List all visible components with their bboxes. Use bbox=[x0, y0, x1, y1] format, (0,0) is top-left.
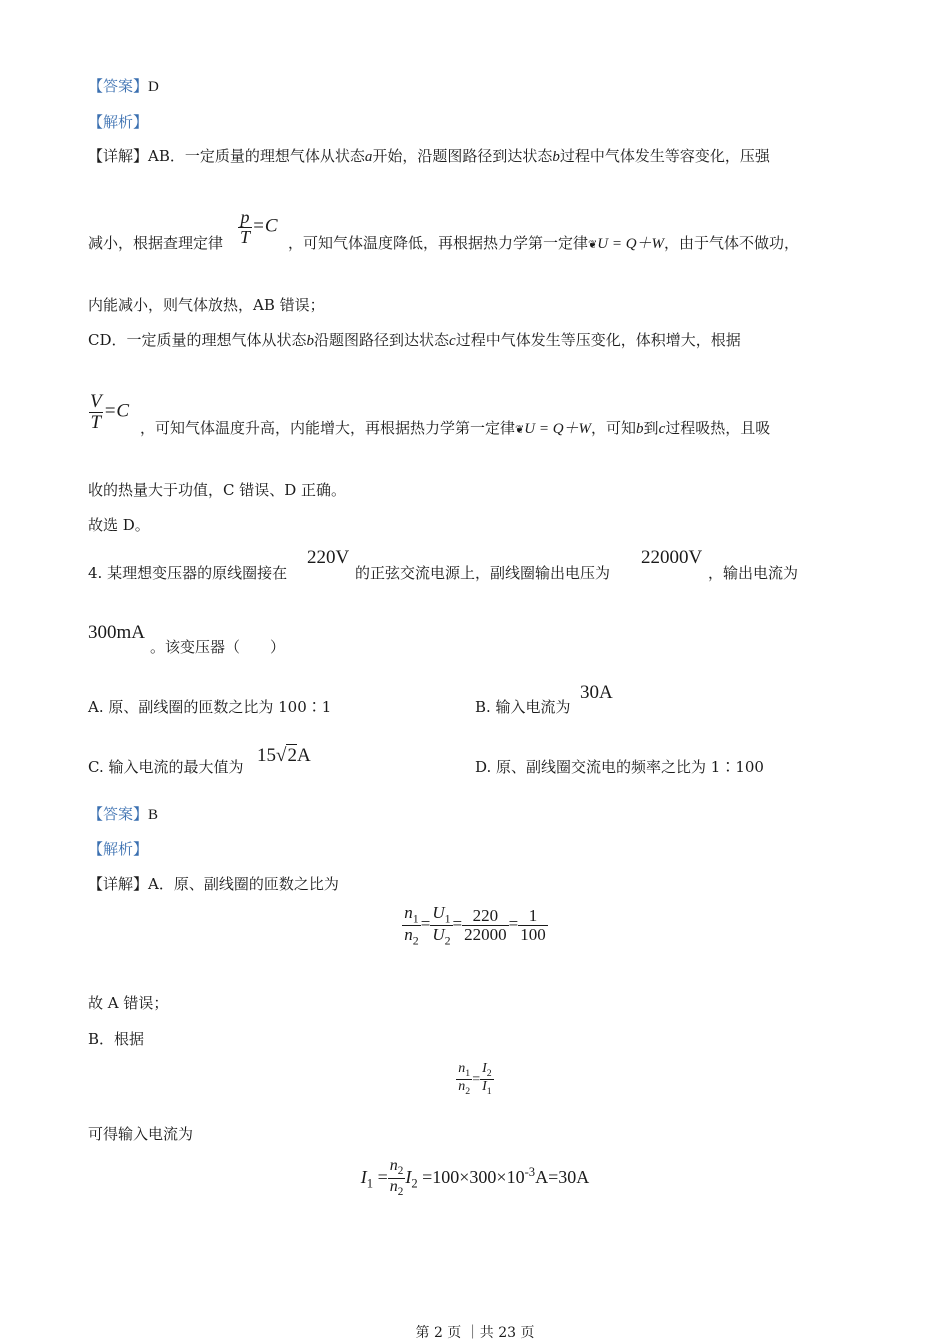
n: n bbox=[389, 1177, 398, 1195]
den: 22000 bbox=[464, 924, 507, 944]
voltage-in: 220V bbox=[307, 547, 350, 568]
detail-cd-line-3: 收的热量大于功值，C 错误、D 正确。 bbox=[88, 481, 347, 499]
num: 220 bbox=[472, 906, 499, 926]
var-a: a bbox=[364, 149, 373, 165]
delta-icon: ❦ bbox=[588, 238, 598, 251]
page-footer: 第 2 页 ｜共 23 页 bbox=[415, 1325, 535, 1341]
n: n bbox=[458, 1079, 466, 1095]
I: I bbox=[482, 1061, 487, 1076]
text-segment: C. 输入电流的最大值为 bbox=[88, 758, 244, 776]
equation-turns-ratio: $\frac{n_1}{n_2}$ = $\frac{U_1}{U_2}$ = $\frac{220}{22000}$ = $\frac{1}{100}$ bbox=[404, 903, 546, 948]
sub: 2 bbox=[397, 1186, 404, 1199]
sub: 1 bbox=[486, 1085, 492, 1097]
text-segment: 到 bbox=[643, 419, 659, 437]
derive-line: 可得输入电流为 bbox=[88, 1125, 194, 1143]
sub: 2 bbox=[412, 933, 419, 948]
detail-label: 【详解】 bbox=[88, 875, 149, 893]
charles-law-fraction bbox=[238, 208, 278, 247]
text-segment: ，可知气体温度降低，再根据热力学第一定律 bbox=[288, 234, 589, 252]
answer-label: 【答案】 bbox=[88, 77, 149, 95]
unit: A bbox=[296, 745, 311, 766]
U: U bbox=[432, 924, 445, 944]
answer-line-1 bbox=[88, 76, 159, 97]
detail-ab-line-2b bbox=[288, 233, 799, 255]
detail2-a-line bbox=[88, 874, 339, 894]
sub: 1 bbox=[444, 911, 451, 926]
n: n bbox=[404, 903, 413, 922]
option-a: A. 原、副线圈的匝数之比为 100∶1 bbox=[88, 698, 332, 716]
var-b: b bbox=[636, 421, 644, 437]
equals: = bbox=[377, 1166, 388, 1187]
option-b bbox=[475, 697, 571, 717]
first-law: U = Q＋W bbox=[524, 421, 592, 437]
text-segment: A．原、副线圈的匝数之比为 bbox=[148, 875, 339, 893]
analysis-label-2: 【解析】 bbox=[88, 840, 149, 858]
frac-num-V: V bbox=[90, 391, 102, 412]
detail-label: 【详解】 bbox=[88, 147, 149, 165]
text-segment: 沿题图路径到达状态 bbox=[314, 331, 450, 349]
current-out: 300mA bbox=[88, 622, 145, 643]
answer-value: D bbox=[148, 79, 159, 95]
num: 1 bbox=[528, 906, 538, 926]
sub: 2 bbox=[444, 933, 451, 948]
option-d: D. 原、副线圈交流电的频率之比为 1∶100 bbox=[475, 758, 764, 776]
den: 100 bbox=[520, 924, 546, 944]
answer-label: 【答案】 bbox=[88, 805, 149, 823]
text-segment: ，由于气体不做功， bbox=[664, 234, 800, 252]
first-law: U = Q＋W bbox=[597, 236, 665, 252]
exponent: -3 bbox=[524, 1164, 536, 1179]
I: I bbox=[360, 1166, 367, 1187]
text-segment: 过程中气体发生等压变化，体积增大，根据 bbox=[455, 331, 741, 349]
detail-ab-line-3: 内能减小，则气体放热，AB 错误； bbox=[88, 296, 325, 314]
equation-current-ratio: $\frac{n_1}{n_2}$ = $\frac{I_2}{I_1}$ bbox=[458, 1061, 492, 1097]
text-segment: CD．一定质量的理想气体从状态 bbox=[88, 331, 307, 349]
delta-icon: ❦ bbox=[515, 423, 525, 436]
detail-ab-line-1 bbox=[88, 146, 770, 167]
n: n bbox=[389, 1157, 398, 1174]
sqrt-icon: √ bbox=[276, 745, 287, 766]
n: n bbox=[404, 924, 413, 944]
a-wrong-line: 故 A 错误； bbox=[88, 994, 169, 1012]
sub: 1 bbox=[465, 1067, 471, 1079]
frac-num-p: p bbox=[240, 207, 250, 227]
sub: 2 bbox=[397, 1165, 404, 1178]
var-b: b bbox=[552, 149, 560, 165]
question-4-line-1c: ，输出电流为 bbox=[708, 564, 799, 582]
detail-ab-line-2 bbox=[88, 233, 223, 253]
detail-cd-line-2 bbox=[140, 418, 770, 440]
rhs: A=30A bbox=[535, 1166, 590, 1187]
radicand: 2 bbox=[287, 745, 297, 766]
equation-input-current bbox=[0, 1158, 950, 1199]
question-4-line-1b: 的正弦交流电源上，副线圈输出电压为 bbox=[355, 564, 611, 582]
sub: 1 bbox=[366, 1176, 374, 1191]
eq-C: =C bbox=[103, 400, 130, 422]
var-c: c bbox=[658, 421, 666, 437]
I: I bbox=[405, 1166, 412, 1187]
answer-value: B bbox=[148, 807, 159, 823]
sub: 1 bbox=[412, 911, 419, 926]
option-b-value: 30A bbox=[580, 682, 613, 703]
text-segment: 开始，沿题图路径到达状态 bbox=[372, 147, 553, 165]
text-segment: 减小，根据查理定律 bbox=[88, 234, 224, 252]
sub: 2 bbox=[465, 1085, 471, 1097]
frac-den-T: T bbox=[240, 226, 251, 247]
var-b: b bbox=[306, 333, 315, 349]
eq-C: =C bbox=[252, 215, 278, 237]
answer-line-2 bbox=[88, 804, 158, 825]
text-segment: ，可知 bbox=[591, 419, 637, 437]
text-segment: B. 输入电流为 bbox=[475, 698, 571, 716]
option-c bbox=[88, 757, 243, 777]
text-segment: ，可知气体温度升高，内能增大，再根据热力学第一定律 bbox=[140, 419, 516, 437]
U: U bbox=[432, 903, 445, 922]
rhs: =100×300×10 bbox=[422, 1166, 525, 1187]
option-c-value bbox=[257, 745, 311, 767]
detail-cd-line-1 bbox=[88, 330, 741, 351]
coef: 15 bbox=[257, 745, 276, 766]
text-segment: 过程吸热，且吸 bbox=[665, 419, 771, 437]
analysis-label-1: 【解析】 bbox=[88, 113, 149, 131]
text-segment: AB．一定质量的理想气体从状态 bbox=[148, 147, 365, 165]
choose-line: 故选 D。 bbox=[88, 516, 150, 534]
I: I bbox=[482, 1079, 487, 1095]
text-segment: 4. 某理想变压器的原线圈接在 bbox=[88, 564, 288, 582]
var-c: c bbox=[449, 333, 456, 349]
sub: 2 bbox=[411, 1176, 418, 1191]
voltage-out: 22000V bbox=[641, 547, 703, 568]
frac-den-T: T bbox=[90, 411, 102, 433]
gay-lussac-fraction bbox=[88, 392, 129, 433]
b-basis-line: B．根据 bbox=[88, 1030, 145, 1048]
question-4-line-1 bbox=[88, 563, 287, 583]
sub: 2 bbox=[486, 1067, 492, 1079]
question-4-line-2: 。该变压器（ ） bbox=[150, 638, 286, 656]
n: n bbox=[458, 1061, 466, 1076]
text-segment: 过程中气体发生等容变化，压强 bbox=[559, 147, 770, 165]
